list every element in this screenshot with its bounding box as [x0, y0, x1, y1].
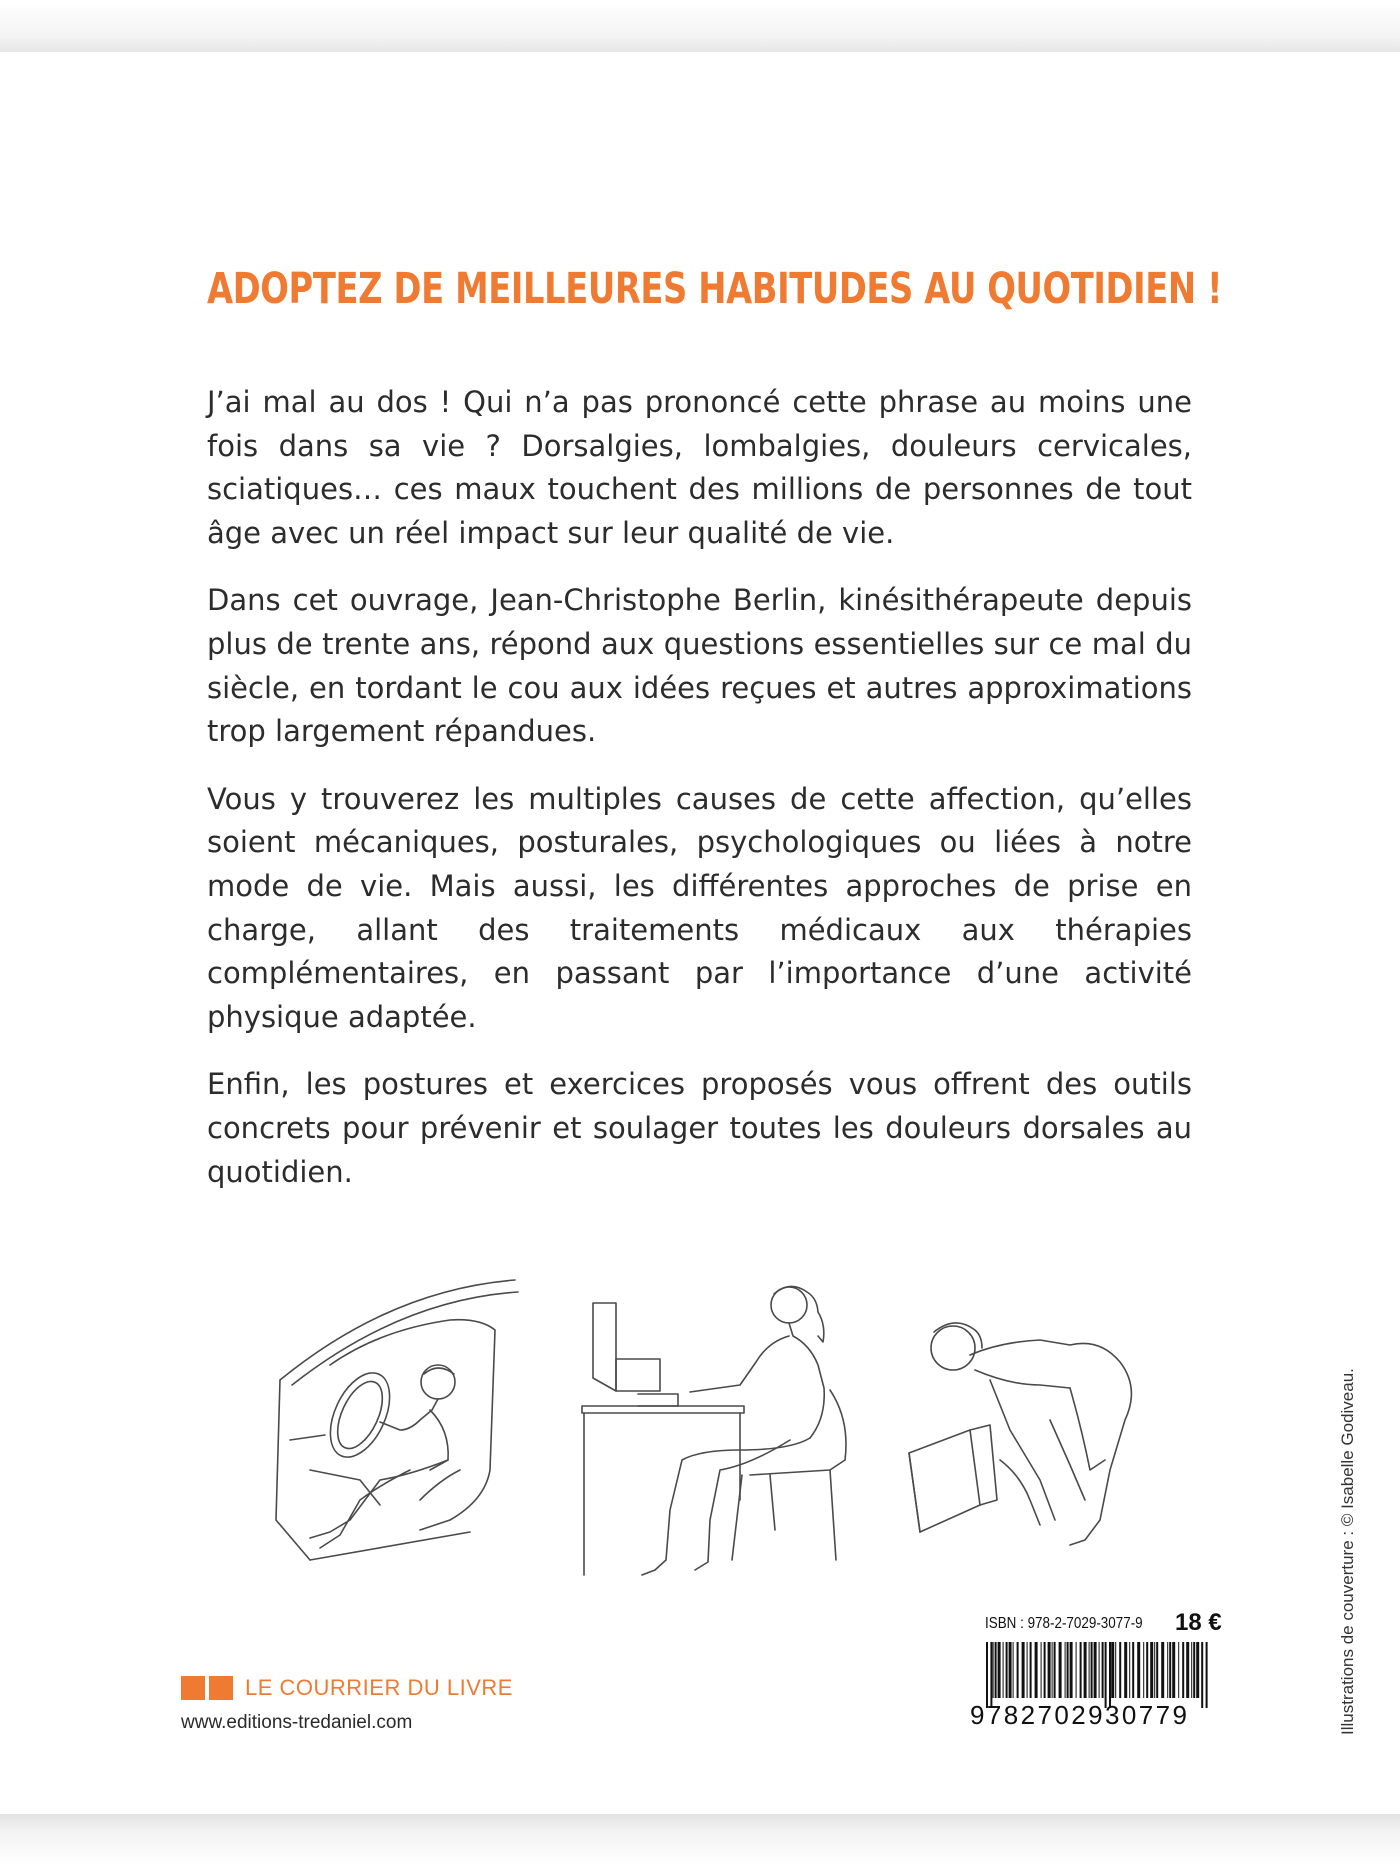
publisher-website: www.editions-tredaniel.com [181, 1712, 413, 1733]
barcode-digit: 7 [1155, 1700, 1173, 1730]
barcode-bar [1191, 1642, 1192, 1698]
blurb-paragraph-3: Vous y trouverez les multiples causes de cette affection, qu’elles soient mécaniques, posturales, psychologiques ou liées à notre mode de vie. Mais aussi, les différentes approches de prise en charge, allant des traitements médicaux aux thérapies complémentaires, en passant par l’importance d’une activité physique adaptée. [207, 781, 1192, 1034]
barcode-digit: 3 [1105, 1700, 1122, 1730]
cover-headline: ADOPTEZ DE MEILLEURES HABITUDES AU QUOTIDIEN ! [207, 264, 1223, 314]
barcode-bar [1091, 1642, 1093, 1698]
barcode-bar [1132, 1642, 1134, 1698]
barcode-bar [1109, 1642, 1111, 1708]
barcode-bar [986, 1642, 988, 1708]
barcode-bar [1161, 1642, 1164, 1698]
barcode-bar [1167, 1642, 1168, 1698]
barcode-bar [995, 1642, 997, 1698]
barcode-bar [1102, 1642, 1104, 1698]
barcode-bar [1080, 1642, 1082, 1698]
barcode-bar [1105, 1642, 1107, 1708]
barcode-bar [1076, 1642, 1077, 1698]
barcode-bar [1035, 1642, 1038, 1698]
barcode-bar [1172, 1642, 1175, 1698]
barcode-bar [1009, 1642, 1012, 1698]
barcode-bar [1124, 1642, 1127, 1698]
barcode-bar [990, 1642, 992, 1708]
isbn-block [985, 1609, 1222, 1636]
barcode-digit: 2 [1071, 1700, 1089, 1730]
barcode-bar [1048, 1642, 1051, 1698]
blurb-paragraph-1: J’ai mal au dos ! Qui n’a pas prononcé cette phrase au moins une fois dans sa vie ? Dorsalgies, lombalgies, douleurs cervicales, sciatiques… ces maux touchent des millions de personnes de tout âge avec un réel impact sur leur qualité de vie. [207, 385, 1192, 550]
barcode-bar [1030, 1642, 1032, 1698]
barcode-bar [1022, 1642, 1025, 1698]
barcode-bar [1115, 1642, 1116, 1698]
barcode-bar [1070, 1642, 1073, 1698]
lifting-illustration [909, 1323, 1131, 1545]
barcode-digit: 8 [1003, 1700, 1021, 1730]
barcode-bar [1054, 1642, 1056, 1698]
barcode-bar [1156, 1642, 1158, 1698]
barcode-bar [1150, 1642, 1153, 1698]
barcode-bar [1027, 1642, 1028, 1698]
barcode-bar [1193, 1642, 1195, 1698]
barcode-bar [1059, 1642, 1062, 1698]
isbn-number: ISBN : 978-2-7029-3077-9 [985, 1615, 1143, 1632]
barcode-bar [1041, 1642, 1042, 1698]
publisher-name: LE COURRIER DU LIVRE [245, 1675, 513, 1700]
barcode-bar [1044, 1642, 1046, 1698]
barcode-bar [998, 1642, 1001, 1698]
blurb-text [207, 381, 1192, 1218]
barcode-bar [1099, 1642, 1100, 1698]
barcode-bar [1006, 1642, 1008, 1698]
barcode-bar [1089, 1642, 1090, 1698]
barcode-bar [1119, 1642, 1121, 1698]
price-label: 18 € [1175, 1609, 1222, 1636]
barcode-bar [1169, 1642, 1171, 1698]
driving-illustration [276, 1280, 518, 1560]
barcode-bar [1143, 1642, 1144, 1698]
barcode-bar [1111, 1642, 1114, 1698]
barcode-bar [1201, 1642, 1203, 1708]
barcode [982, 1642, 1210, 1708]
barcode-digit: 7 [1138, 1700, 1156, 1730]
barcode-bar [1084, 1642, 1087, 1698]
barcode-bar [1017, 1642, 1019, 1698]
blurb-paragraph-4: Enfin, les postures et exercices proposés vous offrent des outils concrets pour prévenir et soulager toutes les douleurs dorsales au quotidien. [207, 1067, 1192, 1189]
barcode-digit: 7 [1037, 1700, 1055, 1730]
open-book-icon [181, 1676, 235, 1700]
barcode-bar [1094, 1642, 1097, 1698]
barcode-bar [1182, 1642, 1184, 1698]
publisher-brand [181, 1675, 513, 1701]
desk-illustration [582, 1286, 846, 1575]
barcode-bar [1146, 1642, 1148, 1698]
barcode-bar [1067, 1642, 1069, 1698]
barcode-digit: 0 [1121, 1700, 1139, 1730]
barcode-digit: 9 [1088, 1700, 1105, 1730]
barcode-digit: 2 [1020, 1700, 1038, 1730]
barcode-bar [1137, 1642, 1140, 1698]
barcode-bar [1186, 1642, 1189, 1698]
barcode-digits [970, 1700, 1220, 1731]
barcode-bar [993, 1642, 994, 1698]
barcode-digit: 9 [1172, 1700, 1190, 1730]
barcode-bar [1206, 1642, 1208, 1708]
barcode-digit: 9 [970, 1700, 987, 1730]
barcode-bar [1196, 1642, 1199, 1698]
barcode-bar [1013, 1642, 1014, 1698]
blurb-paragraph-2: Dans cet ouvrage, Jean-Christophe Berlin, kinésithérapeute depuis plus de trente ans, répond aux questions essentielles sur ce mal du siècle, en tordant le cou aux idées reçues et autres approximations trop largement répandues. [207, 583, 1192, 749]
illustrations-strip [270, 1270, 1150, 1590]
barcode-bar [1065, 1642, 1066, 1698]
illustration-credit: Illustrations de couverture : © Isabelle Godiveau. [1338, 1368, 1357, 1735]
barcode-digit: 7 [986, 1700, 1004, 1730]
page-top-edge [0, 0, 1400, 52]
page-bottom-edge [0, 1814, 1400, 1865]
barcode-digit: 0 [1054, 1700, 1072, 1730]
barcode-bar [1129, 1642, 1130, 1698]
barcode-bar [1154, 1642, 1155, 1698]
barcode-bar [1052, 1642, 1053, 1698]
barcode-bar [1178, 1642, 1179, 1698]
barcode-bar [1003, 1642, 1004, 1698]
